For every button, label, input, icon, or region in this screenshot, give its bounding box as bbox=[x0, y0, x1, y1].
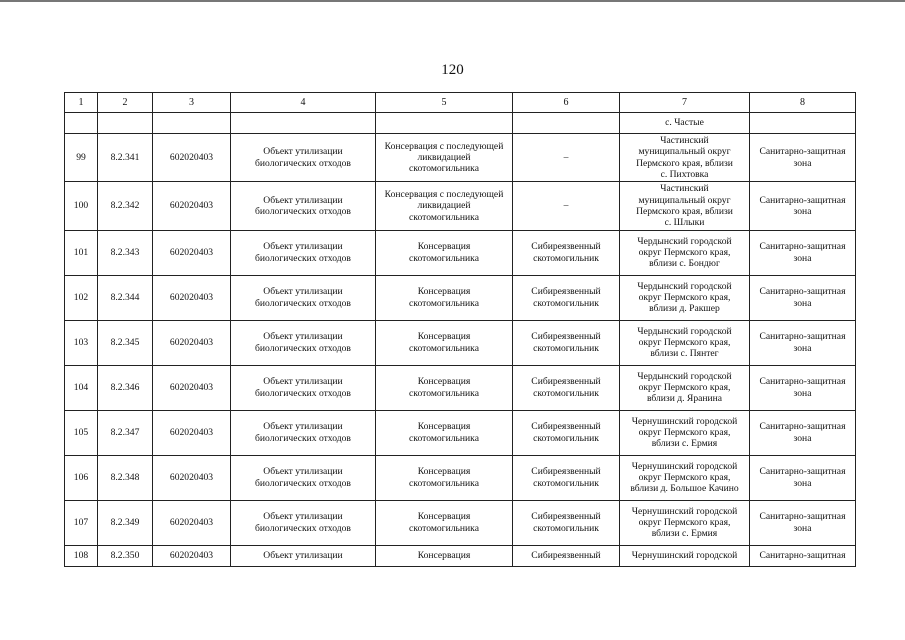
table-cell: Санитарно-защитная зона bbox=[750, 410, 856, 455]
table-cell: Сибиреязвенный скотомогильник bbox=[513, 320, 620, 365]
table-cell bbox=[376, 113, 513, 134]
table-cell: Чернушинский городской округ Пермского края, вблизи с. Ермия bbox=[620, 410, 750, 455]
table-cell: Санитарно-защитная зона bbox=[750, 182, 856, 230]
table-cell: Санитарно-защитная зона bbox=[750, 230, 856, 275]
table-cell bbox=[750, 113, 856, 134]
table-cell: 8.2.345 bbox=[98, 320, 153, 365]
table-cell: 105 bbox=[65, 410, 98, 455]
column-header: 4 bbox=[231, 93, 376, 113]
table-cell: Консервация с последующей ликвидацией скотомогильника bbox=[376, 182, 513, 230]
table-cell: 101 bbox=[65, 230, 98, 275]
table-cell: Сибиреязвенный скотомогильник bbox=[513, 275, 620, 320]
table-cell bbox=[98, 113, 153, 134]
table-cell: 8.2.343 bbox=[98, 230, 153, 275]
table-cell: 8.2.349 bbox=[98, 500, 153, 545]
table-cell: Чердынский городской округ Пермского края, вблизи с. Пянтег bbox=[620, 320, 750, 365]
table-cell: Санитарно-защитная зона bbox=[750, 134, 856, 182]
table-cell: с. Частые bbox=[620, 113, 750, 134]
table-cell: 99 bbox=[65, 134, 98, 182]
table-cell: 602020403 bbox=[153, 545, 231, 566]
column-header: 1 bbox=[65, 93, 98, 113]
column-header: 8 bbox=[750, 93, 856, 113]
table-cell: 8.2.350 bbox=[98, 545, 153, 566]
table-cell: – bbox=[513, 182, 620, 230]
table-cell: Объект утилизации биологических отходов bbox=[231, 320, 376, 365]
table-cell bbox=[513, 113, 620, 134]
table-cell: Консервация скотомогильника bbox=[376, 455, 513, 500]
table-cell: 8.2.348 bbox=[98, 455, 153, 500]
table-cell: 107 bbox=[65, 500, 98, 545]
table-cell: Санитарно-защитная зона bbox=[750, 500, 856, 545]
table-cell: 8.2.342 bbox=[98, 182, 153, 230]
table-cell: 103 bbox=[65, 320, 98, 365]
table-row bbox=[65, 134, 856, 182]
table-row bbox=[65, 275, 856, 320]
column-header: 6 bbox=[513, 93, 620, 113]
table-cell: Консервация скотомогильника bbox=[376, 275, 513, 320]
table-cell: Объект утилизации биологических отходов bbox=[231, 410, 376, 455]
table-cell: Объект утилизации биологических отходов bbox=[231, 455, 376, 500]
table-cell: Консервация скотомогильника bbox=[376, 410, 513, 455]
table-cell: Объект утилизации биологических отходов bbox=[231, 134, 376, 182]
table-cell: Сибиреязвенный скотомогильник bbox=[513, 500, 620, 545]
table-cell: 602020403 bbox=[153, 134, 231, 182]
table-cell: Чернушинский городской bbox=[620, 545, 750, 566]
table-cell: Объект утилизации биологических отходов bbox=[231, 275, 376, 320]
table-cell: Консервация с последующей ликвидацией скотомогильника bbox=[376, 134, 513, 182]
table-cell: Сибиреязвенный bbox=[513, 545, 620, 566]
table-cell: 8.2.341 bbox=[98, 134, 153, 182]
table-cell: Консервация скотомогильника bbox=[376, 500, 513, 545]
table-cell bbox=[231, 113, 376, 134]
registry-table bbox=[64, 92, 856, 567]
table-row bbox=[65, 410, 856, 455]
table-cell: Консервация скотомогильника bbox=[376, 365, 513, 410]
column-header: 3 bbox=[153, 93, 231, 113]
table-cell: Консервация скотомогильника bbox=[376, 320, 513, 365]
table-cell: – bbox=[513, 134, 620, 182]
table-cell: Чернушинский городской округ Пермского края, вблизи с. Ермия bbox=[620, 500, 750, 545]
table-cell: 8.2.346 bbox=[98, 365, 153, 410]
table-cell: 602020403 bbox=[153, 275, 231, 320]
table-row bbox=[65, 455, 856, 500]
page-number: 120 bbox=[441, 62, 464, 78]
table-cell: 602020403 bbox=[153, 365, 231, 410]
table-cell: Чердынский городской округ Пермского края, вблизи с. Бондюг bbox=[620, 230, 750, 275]
table-row bbox=[65, 365, 856, 410]
table-cell: Санитарно-защитная bbox=[750, 545, 856, 566]
table-cell: 106 bbox=[65, 455, 98, 500]
table-cell: Чердынский городской округ Пермского края, вблизи д. Яранина bbox=[620, 365, 750, 410]
table-cell: 602020403 bbox=[153, 230, 231, 275]
table-cell: Частинский муниципальный округ Пермского края, вблизи с. Шлыки bbox=[620, 182, 750, 230]
top-scan-border bbox=[0, 0, 905, 2]
table-cell: Объект утилизации биологических отходов bbox=[231, 230, 376, 275]
table-cell: 8.2.344 bbox=[98, 275, 153, 320]
table-cell: Сибиреязвенный скотомогильник bbox=[513, 410, 620, 455]
table-cell: Объект утилизации bbox=[231, 545, 376, 566]
table-row bbox=[65, 545, 856, 566]
table-row bbox=[65, 500, 856, 545]
table-row bbox=[65, 182, 856, 230]
table-cell bbox=[65, 113, 98, 134]
header-row bbox=[65, 93, 856, 113]
table-cell: Санитарно-защитная зона bbox=[750, 320, 856, 365]
table-cell: 102 bbox=[65, 275, 98, 320]
table-cell: Сибиреязвенный скотомогильник bbox=[513, 455, 620, 500]
column-header: 2 bbox=[98, 93, 153, 113]
table-cell: 602020403 bbox=[153, 320, 231, 365]
column-header: 7 bbox=[620, 93, 750, 113]
continuation-row bbox=[65, 113, 856, 134]
table-cell: Санитарно-защитная зона bbox=[750, 275, 856, 320]
column-header: 5 bbox=[376, 93, 513, 113]
table-cell bbox=[153, 113, 231, 134]
table-cell: Чернушинский городской округ Пермского края, вблизи д. Большое Качино bbox=[620, 455, 750, 500]
table-cell: Консервация bbox=[376, 545, 513, 566]
table-cell: Сибиреязвенный скотомогильник bbox=[513, 230, 620, 275]
table-cell: Объект утилизации биологических отходов bbox=[231, 365, 376, 410]
table-row bbox=[65, 320, 856, 365]
table-cell: 602020403 bbox=[153, 182, 231, 230]
table-cell: 8.2.347 bbox=[98, 410, 153, 455]
table-cell: Частинский муниципальный округ Пермского края, вблизи с. Пихтовка bbox=[620, 134, 750, 182]
table-cell: 602020403 bbox=[153, 455, 231, 500]
table-cell: Чердынский городской округ Пермского края, вблизи д. Ракшер bbox=[620, 275, 750, 320]
table-row bbox=[65, 230, 856, 275]
table-cell: 104 bbox=[65, 365, 98, 410]
table-cell: Консервация скотомогильника bbox=[376, 230, 513, 275]
table-cell: 602020403 bbox=[153, 500, 231, 545]
table-cell: 602020403 bbox=[153, 410, 231, 455]
table-cell: Сибиреязвенный скотомогильник bbox=[513, 365, 620, 410]
table-cell: Санитарно-защитная зона bbox=[750, 455, 856, 500]
table-cell: Объект утилизации биологических отходов bbox=[231, 182, 376, 230]
table-cell: Санитарно-защитная зона bbox=[750, 365, 856, 410]
table-cell: 108 bbox=[65, 545, 98, 566]
table-cell: 100 bbox=[65, 182, 98, 230]
table-cell: Объект утилизации биологических отходов bbox=[231, 500, 376, 545]
